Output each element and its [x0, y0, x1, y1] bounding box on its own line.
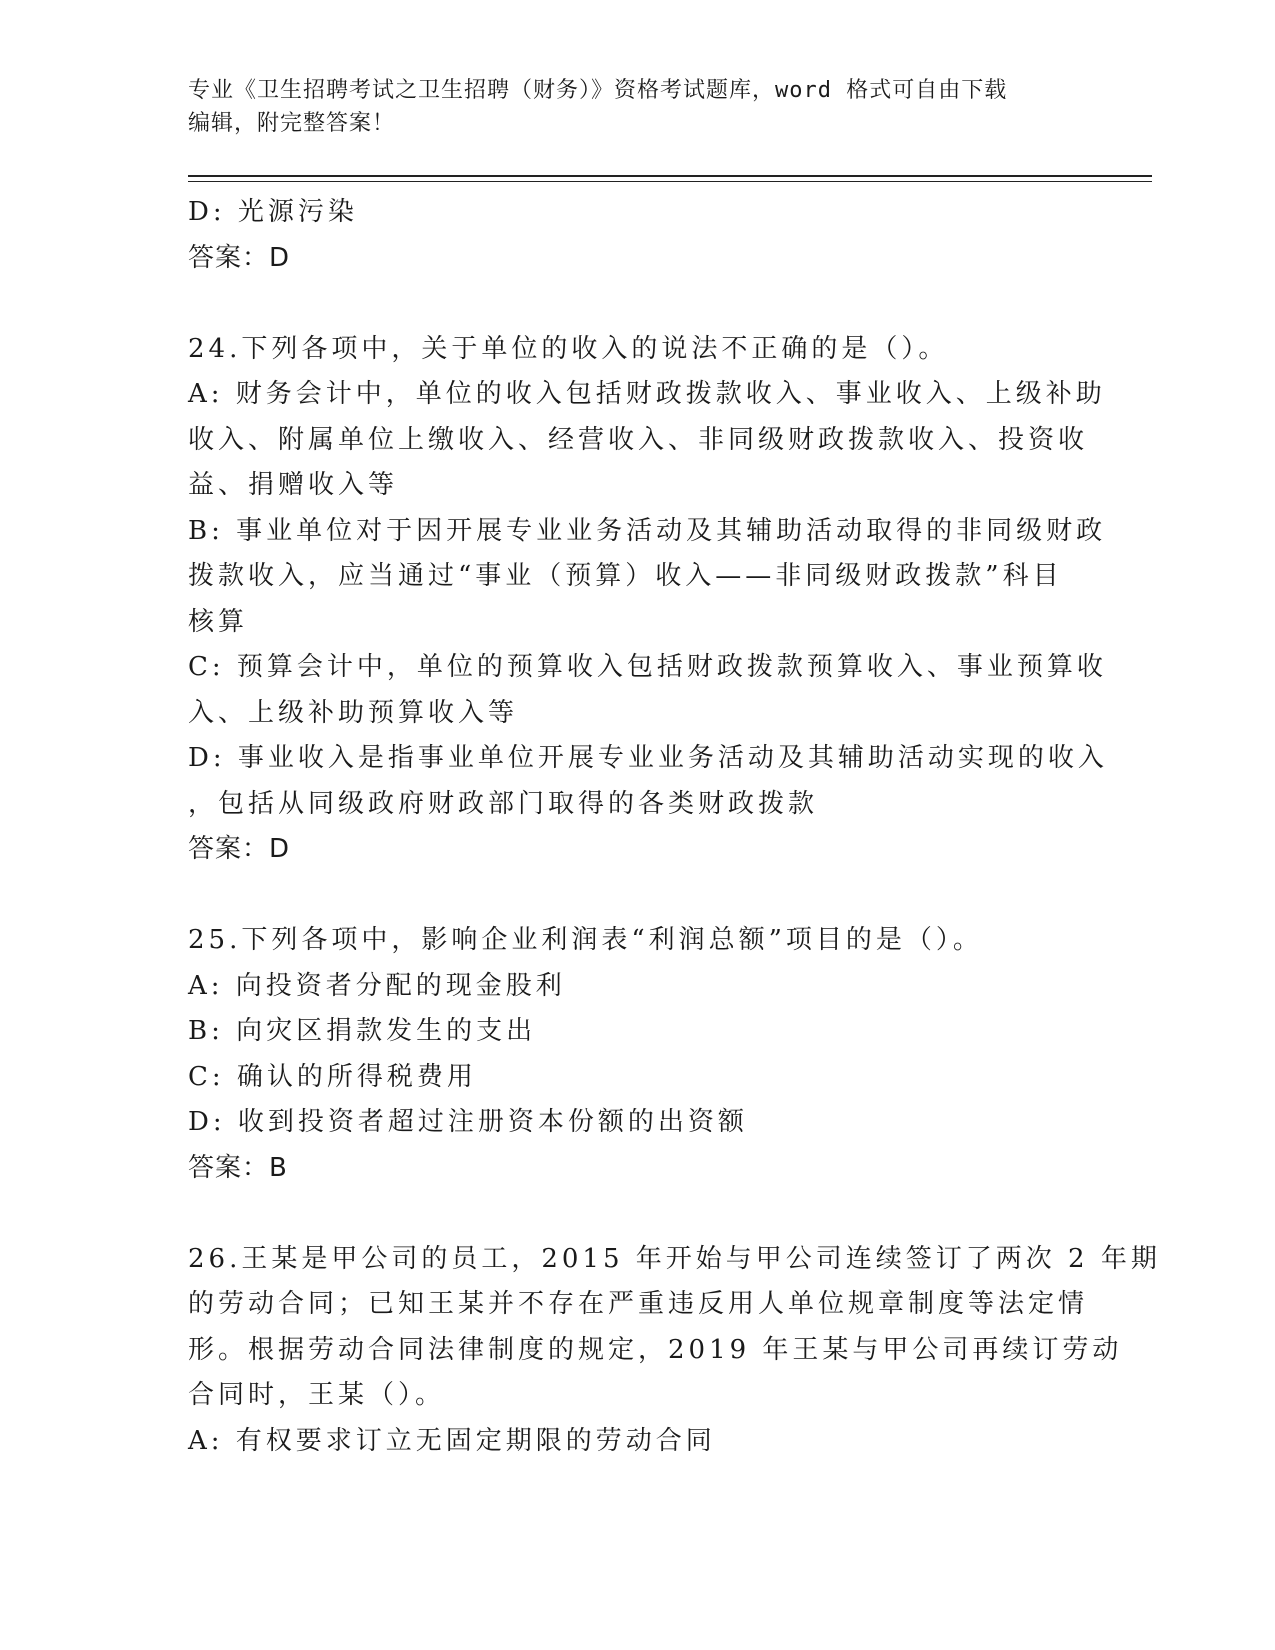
option-a: A: 向投资者分配的现金股利: [188, 970, 566, 1001]
option-b-cont: 核算: [188, 606, 249, 637]
option-d: D: 事业收入是指事业单位开展专业业务活动及其辅助活动实现的收入: [188, 743, 1108, 773]
question-25: [188, 918, 1088, 1191]
question-stem: 24.下列各项中，关于单位的收入的说法不正确的是（）。: [188, 333, 949, 364]
option-c: C: 确认的所得税费用: [188, 1061, 477, 1092]
option-d: D: 收到投资者超过注册资本份额的出资额: [188, 1107, 748, 1137]
option-a-cont: 益、捐赠收入等: [188, 470, 399, 500]
option-d: D: 光源污染: [188, 197, 358, 227]
spacer: [188, 281, 1088, 327]
question-stem: 26.王某是甲公司的员工，2015 年开始与甲公司连续签订了两次 2 年期: [188, 1243, 1161, 1274]
option-a-cont: 收入、附属单位上缴收入、经营收入、非同级财政拨款收入、投资收: [188, 424, 1089, 455]
option-a: A: 有权要求订立无固定期限的劳动合同: [188, 1425, 716, 1456]
answer-line: 答案：B: [188, 1152, 288, 1183]
header-divider-thin: [188, 181, 1152, 182]
question-stem-cont: 的劳动合同；已知王某并不存在严重违反用人单位规章制度等法定情: [188, 1289, 1089, 1319]
document-header: [188, 74, 1068, 140]
option-b-cont: 拨款收入，应当通过“事业（预算）收入——非同级财政拨款”科目: [188, 561, 1063, 591]
option-c-cont: 入、上级补助预算收入等: [188, 697, 519, 728]
option-d-cont: ，包括从同级政府财政部门取得的各类财政拨款: [188, 788, 819, 819]
previous-question-tail: [188, 190, 1088, 281]
header-line-1: 专业《卫生招聘考试之卫生招聘（财务）》资格考试题库，word 格式可自由下载: [188, 78, 1008, 103]
option-a: A: 财务会计中，单位的收入包括财政拨款收入、事业收入、上级补助: [188, 379, 1106, 409]
question-content: [188, 190, 1161, 1464]
option-b: B: 向灾区捐款发生的支出: [188, 1016, 537, 1046]
header-divider-thick: [188, 175, 1152, 177]
question-stem-cont: 合同时，王某（）。: [188, 1380, 446, 1410]
question-24: [188, 327, 1108, 873]
answer-line: 答案：D: [188, 834, 291, 864]
spacer: [188, 1191, 1088, 1237]
option-c: C: 预算会计中，单位的预算收入包括财政拨款预算收入、事业预算收: [188, 652, 1107, 682]
header-line-2: 编辑，附完整答案！: [188, 111, 396, 136]
question-stem-cont: 形。根据劳动合同法律制度的规定，2019 年王某与甲公司再续订劳动: [188, 1334, 1123, 1365]
answer-line: 答案：D: [188, 242, 291, 273]
question-26: [188, 1237, 1161, 1465]
option-b: B: 事业单位对于因开展专业业务活动及其辅助活动取得的非同级财政: [188, 515, 1107, 546]
question-stem: 25.下列各项中，影响企业利润表“利润总额”项目的是（）。: [188, 925, 983, 955]
spacer: [188, 873, 1088, 919]
